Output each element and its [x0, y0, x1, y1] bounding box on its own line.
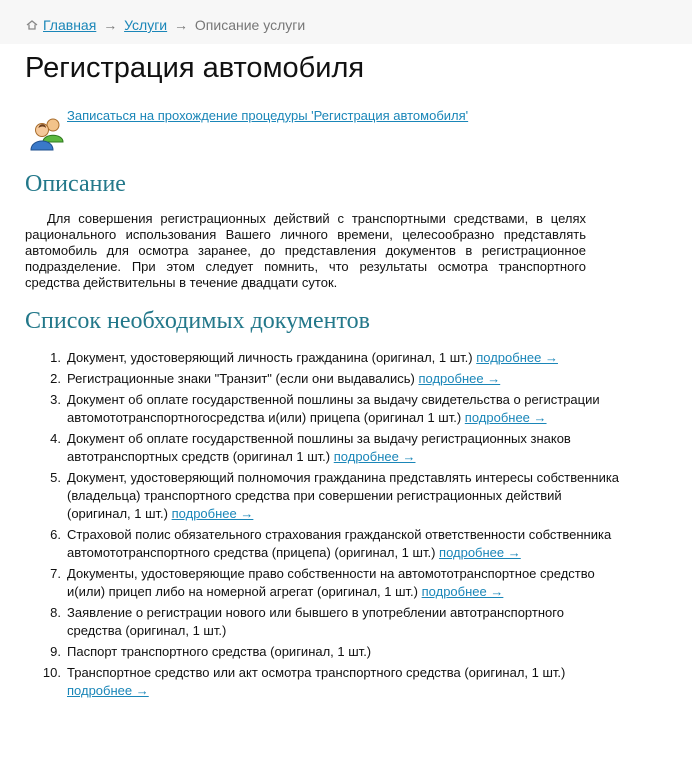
description-heading: Описание	[25, 171, 126, 197]
list-item	[67, 526, 622, 562]
more-link[interactable]: подробнее →	[464, 410, 547, 425]
list-item	[67, 643, 622, 661]
more-link[interactable]: подробнее →	[333, 449, 416, 464]
list-item	[67, 469, 622, 523]
document-text: Страховой полис обязательного страхования гражданской ответственности собственника автомототранспортного средства (прицепа) (оригинал, 1 шт.)	[67, 527, 612, 560]
document-text: Документ, удостоверяющий полномочия гражданина представлять интересы собственника (владельца) транспортного средства при совершении регистрационных действий (оригинал, 1 шт.)	[67, 470, 620, 521]
page-title: Регистрация автомобиля	[25, 52, 365, 84]
more-link[interactable]: подробнее →	[67, 683, 149, 698]
document-text: Документ, удостоверяющий личность гражданина (оригинал, 1 шт.)	[67, 350, 473, 365]
documents-heading: Список необходимых документов	[25, 308, 370, 334]
description-text: Для совершения регистрационных действий с транспортными средствами, в целях рационального использования Вашего личного времени, целесообразно представлять автомобиль для осмотра заранее, до представления документов в регистрационное подразделение. При этом следует помнить, что результаты осмотра транспортного средства действительны в течение двадцати суток.	[25, 211, 586, 290]
home-icon[interactable]	[26, 20, 38, 30]
more-link[interactable]: подробнее →	[171, 506, 254, 521]
document-text: Транспортное средство или акт осмотра транспортного средства (оригинал, 1 шт.)	[67, 665, 566, 680]
document-text: Документ об оплате государственной пошлины за выдачу регистрационных знаков автотранспортных средств (оригинал 1 шт.)	[67, 431, 571, 464]
breadcrumb-services-link[interactable]: Услуги	[124, 17, 168, 33]
document-text: Документы, удостоверяющие право собственности на автомототранспортное средство и(или) прицеп либо на номерной агрегат (оригинал, 1 шт.)	[67, 566, 595, 599]
list-item	[67, 664, 622, 700]
more-link[interactable]: подробнее →	[421, 584, 504, 599]
more-link[interactable]: подробнее →	[476, 350, 558, 365]
list-item	[67, 370, 622, 388]
signup-link[interactable]: Записаться на прохождение процедуры 'Регистрация автомобиля'	[67, 108, 469, 123]
list-item	[67, 604, 622, 640]
breadcrumb-separator: →	[174, 17, 189, 33]
document-text: Регистрационные знаки "Транзит" (если они выдавались)	[67, 371, 415, 386]
breadcrumb-current: Описание услуги	[194, 17, 306, 33]
breadcrumb-separator: →	[103, 17, 118, 33]
document-text: Заявление о регистрации нового или бывшего в употреблении автотранспортного средства (оригинал, 1 шт.)	[67, 605, 564, 638]
list-item	[67, 430, 622, 466]
more-link[interactable]: подробнее →	[418, 371, 501, 386]
list-item	[67, 391, 622, 427]
documents-list	[25, 349, 622, 703]
users-icon	[30, 116, 66, 152]
more-link[interactable]: подробнее →	[439, 545, 521, 560]
breadcrumb-home-link[interactable]: Главная	[43, 17, 97, 33]
document-text: Паспорт транспортного средства (оригинал, 1 шт.)	[67, 644, 372, 659]
document-text: Документ об оплате государственной пошлины за выдачу свидетельства о регистрации автомототранспортногосредства и(или) прицепа (оригинал 1 шт.)	[67, 392, 600, 425]
list-item	[67, 565, 622, 601]
breadcrumb	[0, 0, 692, 44]
list-item	[67, 349, 622, 367]
